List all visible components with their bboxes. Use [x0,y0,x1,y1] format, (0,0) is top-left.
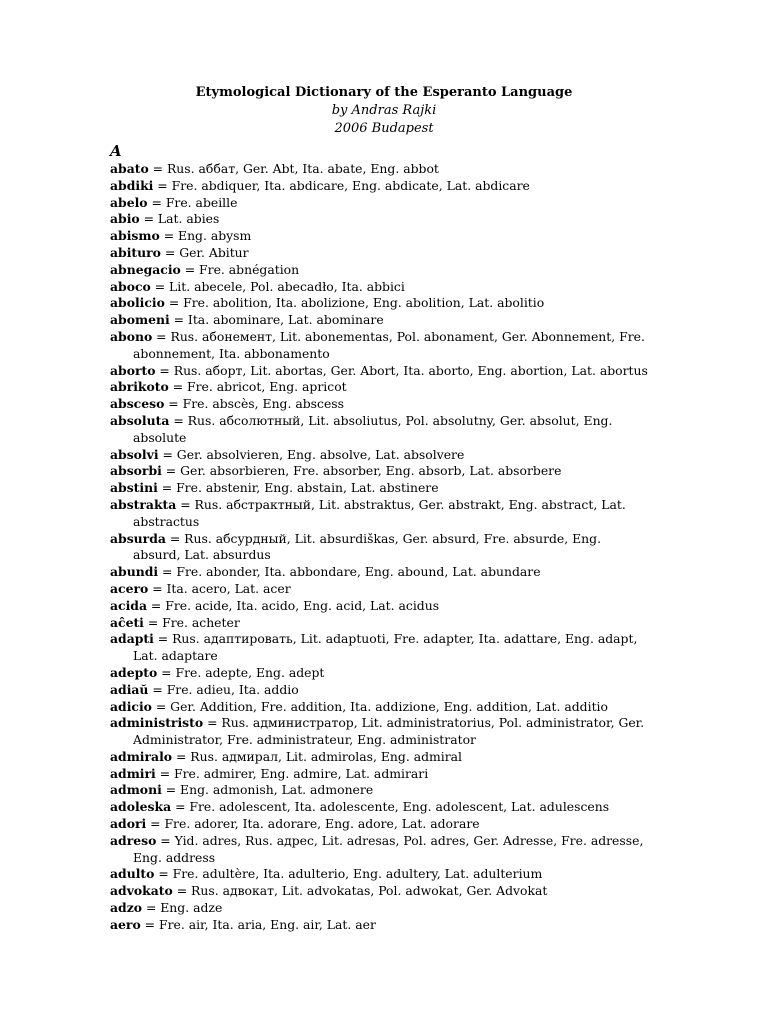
entry-headword: acida [110,597,147,613]
entry-etymology: = Rus. аббат, Ger. Abt, Ita. abate, Eng. abbot [148,161,439,176]
dictionary-entry [110,699,650,716]
entry-etymology: = Yid. adres, Rus. адрес, Lit. adresas, Pol. adres, Ger. Adresse, Fre. adresse, Eng. address [133,832,644,865]
entry-headword: acero [110,580,149,596]
entry-headword: administristo [110,715,204,731]
entry-headword: aboco [110,278,151,294]
entry-etymology: = Fre. abnégation [180,261,300,277]
entry-etymology: = Fre. air, Ita. aria, Eng. air, Lat. aer [140,916,376,932]
entry-headword: absorbi [110,463,162,479]
dictionary-entry [110,917,650,934]
entry-headword: abundi [110,564,159,580]
dictionary-entry [110,615,650,632]
entry-headword: abdiki [110,177,154,193]
dictionary-entry [110,631,650,665]
entry-headword: adreso [110,832,157,848]
entry-headword: adiaŭ [110,681,149,697]
entry-etymology: = Fre. adepte, Eng. adept [157,664,325,680]
entry-headword: abono [110,328,153,344]
entry-etymology: = Ger. absolvieren, Eng. absolve, Lat. absolvere [158,446,465,462]
dictionary-entry [110,900,650,917]
dictionary-entry [110,161,650,178]
entry-headword: absurda [110,530,166,546]
entry-etymology: = Lit. abecele, Pol. abecadło, Ita. abbici [150,278,405,294]
dictionary-entry [110,312,650,329]
entry-headword: abismo [110,228,160,244]
entry-etymology: = Rus. администратор, Lit. administratorius, Pol. administrator, Ger. Administrator, Fre. administrateur, Eng. administrator [133,715,645,748]
entry-etymology: = Fre. admirer, Eng. admire, Lat. admirari [155,765,429,781]
dictionary-entry [110,178,650,195]
dictionary-entry [110,782,650,799]
dictionary-entry [110,749,650,766]
dictionary-entry [110,329,650,363]
entry-headword: abnegacio [110,261,181,277]
entry-headword: adori [110,816,147,832]
entry-headword: abstini [110,480,158,496]
entry-etymology: = Rus. абсурдный, Lit. absurdiškas, Ger. absurd, Fre. absurde, Eng. absurd, Lat. absurdus [133,530,602,563]
dictionary-entry [110,564,650,581]
entry-etymology: = Ita. acero, Lat. acer [148,580,291,596]
entry-headword: abato [110,161,149,176]
dictionary-entry [110,447,650,464]
section-letter: A [110,142,122,160]
entry-etymology: = Eng. abysm [159,228,252,244]
document-header [0,84,768,138]
entry-etymology: = Rus. адвокат, Lit. advokatas, Pol. adwokat, Ger. Advokat [172,883,548,899]
dictionary-entry [110,799,650,816]
entry-etymology: = Ger. Abitur [160,244,249,260]
document-title: Etymological Dictionary of the Esperanto Language [195,85,573,100]
entry-headword: adepto [110,664,158,680]
entry-headword: aĉeti [110,614,144,630]
dictionary-entry [110,211,650,228]
dictionary-entry [110,682,650,699]
entry-headword: abomeni [110,312,170,328]
entry-etymology: = Fre. abdiquer, Ita. abdicare, Eng. abdicate, Lat. abdicare [153,177,530,193]
entry-etymology: = Rus. адаптировать, Lit. adaptuoti, Fre. adapter, Ita. adattare, Eng. adapt, Lat. adaptare [133,631,638,664]
entry-headword: abrikoto [110,379,169,395]
entry-headword: absolvi [110,446,159,462]
entry-etymology: = Rus. адмирал, Lit. admirolas, Eng. admiral [172,748,463,764]
dictionary-entry [110,379,650,396]
entry-etymology: = Fre. adolescent, Ita. adolescente, Eng. adolescent, Lat. adulescens [171,799,610,815]
dictionary-entry [110,883,650,900]
entry-etymology: = Rus. абстрактный, Lit. abstraktus, Ger. abstrakt, Eng. abstract, Lat. abstractus [133,496,626,529]
entry-etymology: = Rus. абонемент, Lit. abonementas, Pol. abonament, Ger. Abonnement, Fre. abonnement, Ita. abbonamento [133,328,645,361]
entry-etymology: = Rus. абсолютный, Lit. absoliutus, Pol. absolutny, Ger. absolut, Eng. absolute [133,412,613,445]
entry-headword: adoleska [110,799,172,815]
entry-headword: admiri [110,765,156,781]
dictionary-entry [110,816,650,833]
entry-etymology: = Fre. abricot, Eng. apricot [168,379,347,395]
dictionary-entry [110,715,650,749]
dictionary-entry [110,581,650,598]
entry-etymology: = Ger. Addition, Fre. addition, Ita. addizione, Eng. addition, Lat. additio [151,698,608,714]
dictionary-entry [110,866,650,883]
entry-etymology: = Fre. adieu, Ita. addio [148,681,299,697]
dictionary-entry [110,665,650,682]
entry-headword: abelo [110,194,148,210]
entry-headword: adulto [110,866,155,882]
entry-headword: admoni [110,782,162,798]
dictionary-entry [110,279,650,296]
entry-etymology: = Fre. abscès, Eng. abscess [164,396,345,412]
entry-etymology: = Fre. abeille [147,194,238,210]
dictionary-entry [110,833,650,867]
entry-headword: abituro [110,244,161,260]
entry-list [110,161,650,934]
entry-etymology: = Eng. adze [142,900,223,916]
entry-headword: absceso [110,396,165,412]
dictionary-entry [110,598,650,615]
entry-etymology: = Fre. acheter [143,614,240,630]
entry-etymology: = Fre. acide, Ita. acido, Eng. acid, Lat. acidus [146,597,440,613]
dictionary-entry [110,463,650,480]
dictionary-entry [110,396,650,413]
dictionary-entry [110,480,650,497]
entry-etymology: = Ita. abominare, Lat. abominare [169,312,384,328]
entry-etymology: = Fre. abstenir, Eng. abstain, Lat. abstinere [157,480,439,496]
dictionary-entry [110,413,650,447]
entry-etymology: = Fre. adorer, Ita. adorare, Eng. adore, Lat. adorare [146,816,480,832]
entry-headword: aborto [110,362,156,378]
document-author: by Andras Rajki [331,103,437,118]
dictionary-entry [110,766,650,783]
entry-headword: abstrakta [110,496,177,512]
dictionary-entry [110,228,650,245]
entry-headword: aero [110,916,141,932]
entry-etymology: = Fre. abonder, Ita. abbondare, Eng. abound, Lat. abundare [158,564,541,580]
entry-headword: absoluta [110,412,170,428]
dictionary-entry [110,295,650,312]
entry-etymology: = Fre. adultère, Ita. adulterio, Eng. adultery, Lat. adulterium [154,866,543,882]
entry-etymology: = Eng. admonish, Lat. admonere [161,782,374,798]
entry-headword: abio [110,211,140,227]
entry-etymology: = Lat. abies [139,211,220,227]
dictionary-entry [110,531,650,565]
dictionary-entry [110,195,650,212]
entry-etymology: = Fre. abolition, Ita. abolizione, Eng. abolition, Lat. abolitio [164,295,545,311]
dictionary-entry [110,245,650,262]
entry-headword: admiralo [110,748,173,764]
dictionary-entry [110,497,650,531]
entry-etymology: = Rus. аборт, Lit. abortas, Ger. Abort, Ita. aborto, Eng. abortion, Lat. abortus [155,362,648,378]
entry-headword: adapti [110,631,154,647]
entry-etymology: = Ger. absorbieren, Fre. absorber, Eng. absorb, Lat. absorbere [161,463,562,479]
document-place-date: 2006 Budapest [334,121,434,136]
dictionary-entry [110,363,650,380]
entry-headword: adzo [110,900,142,916]
entry-headword: adicio [110,698,152,714]
dictionary-entry [110,262,650,279]
entry-headword: advokato [110,883,173,899]
entry-headword: abolicio [110,295,165,311]
